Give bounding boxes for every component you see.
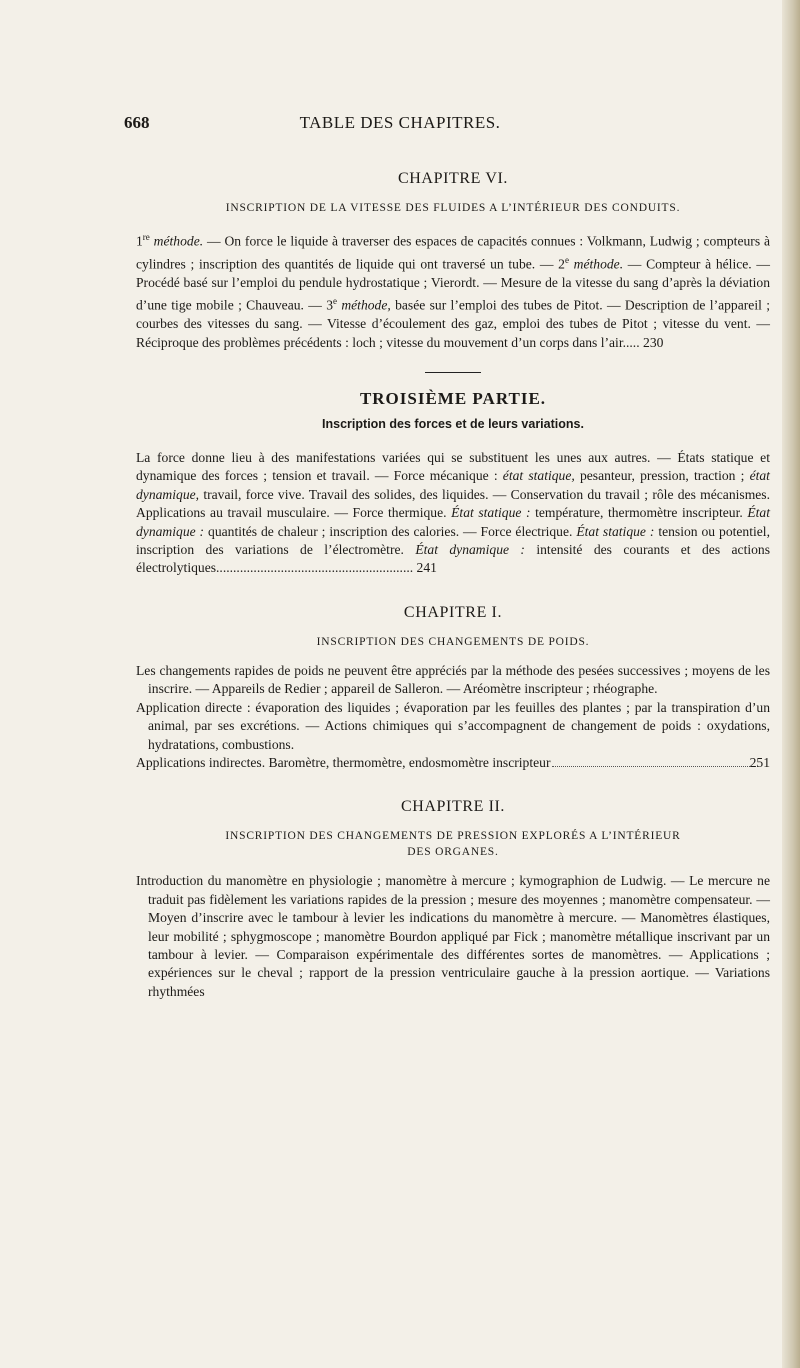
part-three-text-1: La force donne lieu à des manifestations variées qui se substituent les unes aux autres. — États statique et dynamique des forces ; tension et travail. — Force mécanique : [136, 450, 770, 484]
summary-text: tension ou potentiel, inscription des variations de l’électromètre. [136, 523, 770, 558]
part-three-summary [136, 449, 770, 578]
running-title: TABLE DES CHAPITRES. [299, 113, 501, 132]
page-edge [782, 0, 800, 1368]
summary-text: température, thermomètre inscripteur. [535, 505, 743, 521]
method-2-label: méthode. [573, 256, 624, 272]
method-1-number: 1 [136, 233, 143, 249]
section-divider [425, 372, 481, 373]
summary-text: quantités de chaleur ; inscription des calories. — Force électrique. [208, 523, 573, 539]
part-three-section [136, 389, 770, 578]
chapter-i-line-2: Application directe : évaporation des liquides ; évaporation par les feuilles des plantes ; par la transpiration d’un animal, par ses excrétions. — Actions chimiques qui s’accompagnent de changement de poids : oxydations, hydratations, combustions. [136, 699, 770, 752]
method-3-label: méthode, [341, 297, 391, 313]
state-label: État dynamique : [136, 505, 770, 539]
method-1-label: méthode. [153, 233, 204, 249]
leader-dots: .......................................................... [216, 560, 414, 576]
summary-text: intensité des courants et des actions électrolytiques [136, 542, 771, 576]
chapter-i-section [136, 604, 770, 772]
state-label: état statique, [502, 468, 575, 484]
chapter-vi-summary [136, 228, 770, 352]
chapter-title: CHAPITRE I. [403, 603, 503, 621]
chapter-i-page: 251 [749, 754, 770, 770]
chapter-ii-summary: Introduction du manomètre en physiologie ; manomètre à mercure ; kymographion de Ludwig. — Le mercure ne traduit pas fidèlement les variations rapides de la pression ; mesure des moyennes ; manomètre compensateur. — Moyen d’inscrire avec le tambour à levier les indications du manomètre à mercure. — Manomètres élastiques, leur mobilité ; sphygmoscope ; manomètre Bourdon appliqué par Fick ; manomètre métallique inscrivant par un tambour à levier. — Comparaison expérimentale des différentes sortes de manomètres. — Applications ; expériences sur le cheval ; rapport de la pression ventriculaire gauche à la pression aortique. — Variations rhythmées [136, 873, 770, 999]
chapter-subtitle [136, 828, 770, 860]
method-2-ordinal: e [564, 254, 569, 265]
chapter-subtitle: INSCRIPTION DE LA VITESSE DES FLUIDES A L’INTÉRIEUR DES CONDUITS. [225, 202, 681, 214]
chapter-subtitle-line-2: DES ORGANES. [407, 846, 499, 859]
chapter-ii-section [136, 798, 770, 1001]
method-2-number: 2 [558, 256, 565, 272]
method-3-ordinal: e [332, 296, 337, 307]
page-number: 668 [124, 113, 150, 132]
chapter-i-line-3 [136, 754, 770, 772]
leader-dots: ..... [622, 334, 640, 350]
method-1-text: — On force le liquide à traverser des espaces de capacités connues : Volkmann, Ludwig ; compteurs à cylindres ; inscription des quantités de liquide qui ont traversé un tube. — [136, 233, 771, 272]
part-title: TROISIÈME PARTIE. [359, 389, 547, 409]
state-label: état dynamique, [136, 468, 770, 502]
summary-text: Applications indirectes. Baromètre, thermomètre, endosmomètre inscripteur [136, 754, 551, 770]
chapter-title: CHAPITRE II. [400, 798, 506, 816]
page-header [0, 113, 800, 137]
method-3-text: basée sur l’emploi des tubes de Pitot. — Description de l’appareil ; courbes des vitesses du sang. — Vitesse d’écoulement des gaz, emploi des tubes de Pitot ; vitesse du vent. — Réciproque des problèmes précédents : loch ; vitesse du mouvement d’un corps dans l’air [136, 297, 770, 350]
state-label: État dynamique : [415, 542, 525, 558]
chapter-subtitle: INSCRIPTION DES CHANGEMENTS DE POIDS. [316, 635, 590, 648]
page-content [136, 170, 770, 1001]
summary-text: travail, force vive. Travail des solides, des liquides. — Conservation du travail ; rôle des mécanismes. Applications au travail musculaire. — Force thermique. [136, 486, 770, 521]
chapter-subtitle-line-1: INSCRIPTION DES CHANGEMENTS DE PRESSION EXPLORÉS A L’INTÉRIEUR [225, 830, 681, 843]
chapter-title: CHAPITRE VI. [397, 170, 509, 187]
chapter-vi-page: 230 [643, 334, 664, 350]
leader-dots [552, 766, 757, 767]
chapter-i-line-1: Les changements rapides de poids ne peuvent être appréciés par la méthode des pesées successives ; moyens de les inscrire. — Appareils de Redier ; appareil de Salleron. — Aréomètre inscripteur ; rhéographe. [136, 662, 770, 697]
chapter-vi-section [136, 170, 770, 352]
method-1-ordinal: re [142, 232, 150, 242]
summary-text: pesanteur, pression, traction ; [579, 468, 745, 484]
method-2-text: — Compteur à hélice. — Procédé basé sur l’emploi du pendule hydrostatique ; Vierordt. — Mesure de la vitesse du sang d’après la déviation d’une tige mobile ; Chauveau. — [136, 256, 770, 313]
part-three-page: 241 [416, 560, 437, 576]
state-label: État statique : [451, 505, 531, 521]
part-subtitle: Inscription des forces et de leurs variations. [322, 417, 584, 432]
method-3-number: 3 [326, 297, 333, 313]
state-label: État statique : [576, 523, 655, 539]
